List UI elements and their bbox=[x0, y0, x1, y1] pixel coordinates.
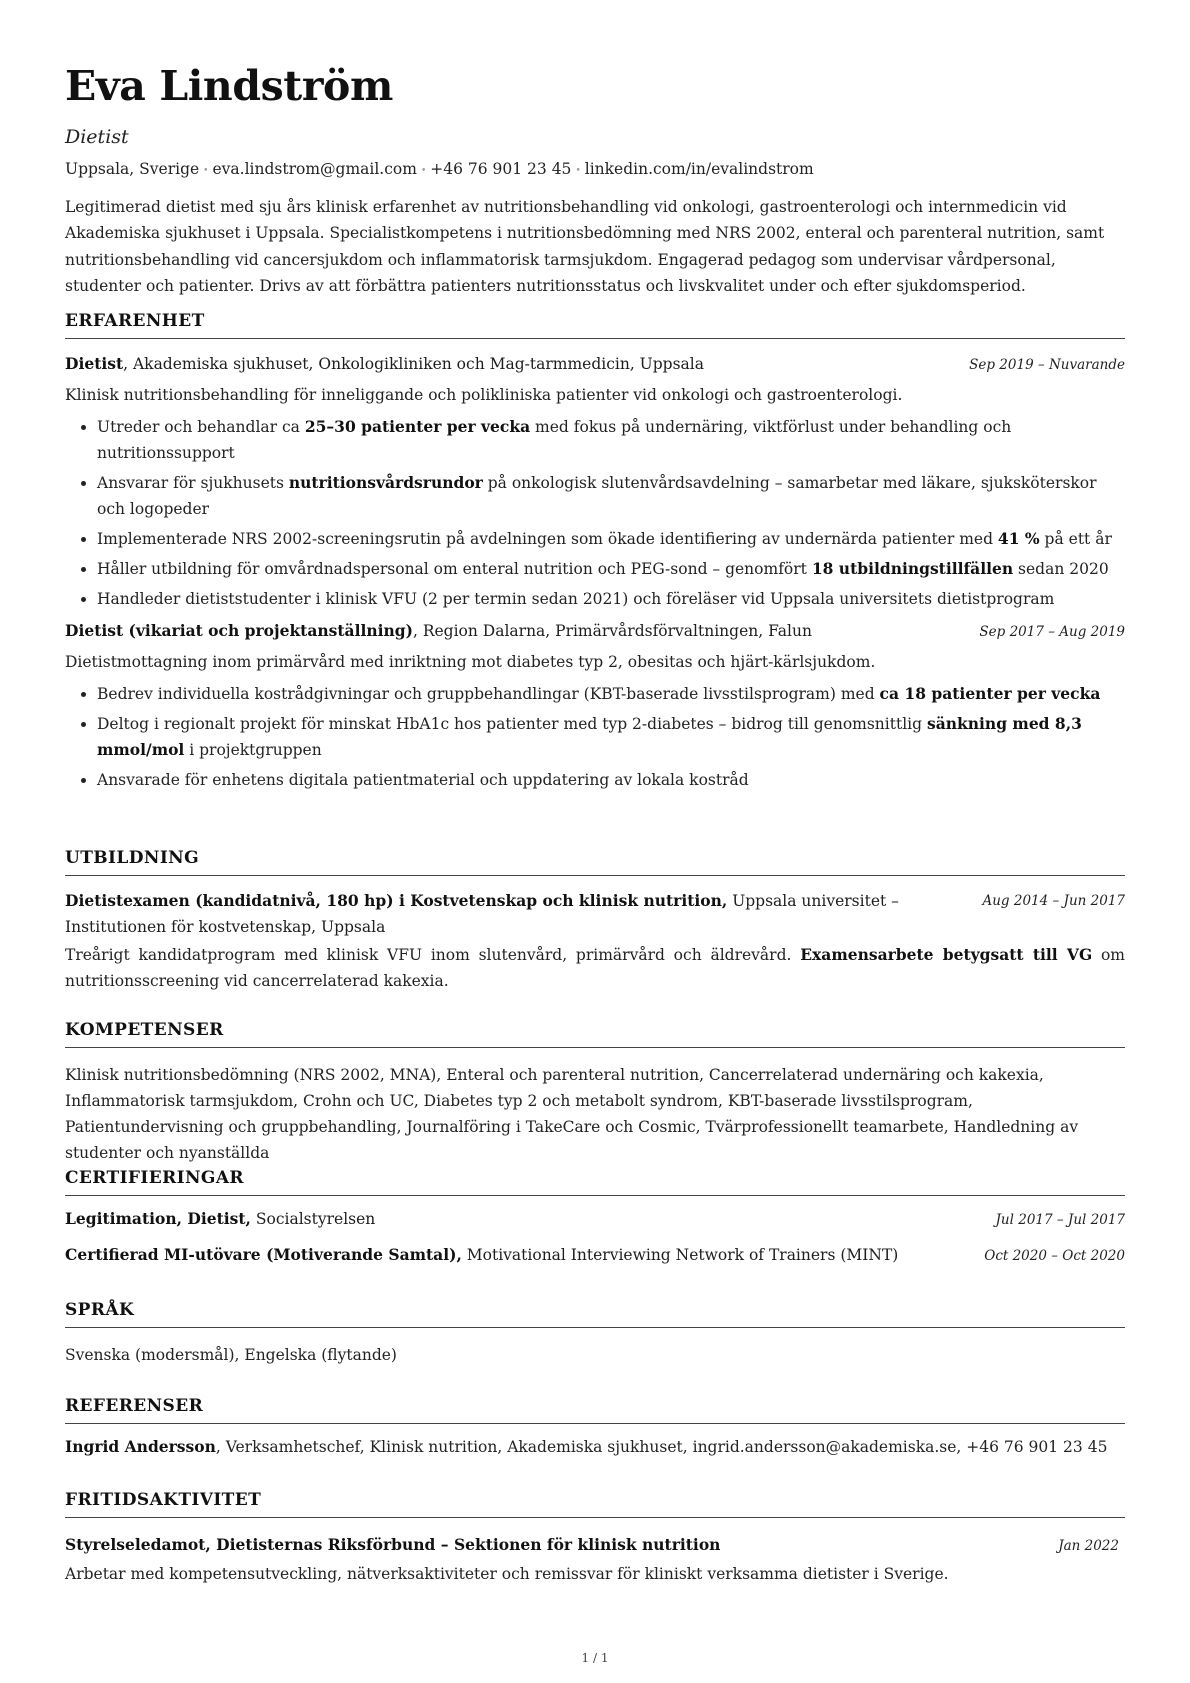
list-item: • Handleder dietiststudenter i klinisk VFU (2 per termin sedan 2021) och föreläser vid Uppsala universitets dietistprogram bbox=[97, 586, 1125, 612]
separator-dot: • bbox=[420, 166, 427, 176]
list-item: • Ansvarade för enhetens digitala patientmaterial och uppdatering av lokala kostråd bbox=[97, 767, 1125, 793]
job-role: Dietist (vikariat och projektanställning) bbox=[65, 621, 413, 640]
leisure-description: Arbetar med kompetensutveckling, nätverksaktiviteter och remissvar för kliniskt verksamma dietister i Sverige. bbox=[65, 1565, 949, 1583]
certification-title: Certifierad MI-utövare (Motiverande Samtal), bbox=[65, 1245, 462, 1264]
languages-section bbox=[65, 1300, 1125, 1368]
certification-dates: Oct 2020 – Oct 2020 bbox=[984, 1248, 1125, 1264]
list-item: • Implementerade NRS 2002-screeningsrutin på avdelningen som ökade identifiering av undernärda patienter med 41 % på ett år bbox=[97, 526, 1125, 552]
degree-name: Dietistexamen (kandidatnivå, 180 hp) i Kostvetenskap och klinisk nutrition, bbox=[65, 891, 728, 910]
reference-details: , Verksamhetschef, Klinisk nutrition, Akademiska sjukhuset, ingrid.andersson@akademiska.se, +46 76 901 23 45 bbox=[215, 1438, 1108, 1456]
job-entry bbox=[65, 351, 1125, 612]
profile-summary: Legitimerad dietist med sju års klinisk erfarenhet av nutritionsbehandling vid onkologi, gastroenterologi och internmedicin vid Akademiska sjukhuset i Uppsala. Specialistkompetens i nutritionsbedömning med NRS 2002, enteral och parenteral nutrition, samt nutritionsbehandling vid cancersjukdom och inflammatorisk tarmsjukdom. Engagerad pedagog som undervisar vårdpersonal, studenter och patienter. Drivs av att förbättra patienters nutritionsstatus och livskvalitet under och efter sjukdomsperiod. bbox=[65, 198, 1105, 295]
skills-section bbox=[65, 1020, 1125, 1166]
education-dates: Aug 2014 – Jun 2017 bbox=[982, 893, 1125, 909]
separator-dot: • bbox=[575, 166, 581, 176]
job-employer: , Akademiska sjukhuset, Onkologikliniken och Mag-tarmmedicin, Uppsala bbox=[123, 355, 704, 373]
school-name: Uppsala universitet – Institutionen för kostvetenskap, Uppsala bbox=[65, 892, 899, 936]
section-heading: ERFARENHET bbox=[65, 311, 1125, 339]
leisure-entry bbox=[65, 1532, 1125, 1559]
references-section bbox=[65, 1396, 1125, 1460]
leisure-section bbox=[65, 1490, 1125, 1587]
skills-list: Klinisk nutritionsbedömning (NRS 2002, MNA), Enteral och parenteral nutrition, Cancerrelaterad undernäring och kakexia, Inflammatorisk tarmsjukdom, Crohn och UC, Diabetes typ 2 och metabolt syndrom, KBT-baserade livsstilsprogram, Patientundervisning och gruppbehandling, Journalföring i TakeCare och Cosmic, Tvärprofessionellt teamarbete, Handledning av studenter och nyanställda bbox=[65, 1066, 1079, 1162]
job-header bbox=[65, 351, 1125, 378]
list-item: • Bedrev individuella kostrådgivningar och gruppbehandlingar (KBT-baserade livsstilsprogram) med ca 18 patienter per vecka bbox=[97, 681, 1125, 707]
section-heading: CERTIFIERINGAR bbox=[65, 1168, 1125, 1196]
job-description: Dietistmottagning inom primärvård med inriktning mot diabetes typ 2, obesitas och hjärt-kärlsjukdom. bbox=[65, 653, 876, 671]
reference-entry bbox=[65, 1434, 1125, 1460]
linkedin-link[interactable]: linkedin.com/in/evalindstrom bbox=[584, 160, 814, 178]
job-dates: Sep 2017 – Aug 2019 bbox=[979, 624, 1125, 640]
reference-name: Ingrid Andersson bbox=[65, 1437, 216, 1456]
phone-number[interactable]: +46 76 901 23 45 bbox=[430, 160, 572, 178]
certification-entry bbox=[65, 1242, 1125, 1269]
certification-issuer: Motivational Interviewing Network of Trainers (MINT) bbox=[461, 1246, 899, 1264]
list-item: • Deltog i regionalt projekt för minskat HbA1c hos patienter med typ 2-diabetes – bidrog till genomsnittlig sänkning med 8,3 mmol/mol i projektgruppen bbox=[97, 711, 1125, 763]
section-heading: FRITIDSAKTIVITET bbox=[65, 1490, 1125, 1518]
job-dates: Sep 2019 – Nuvarande bbox=[969, 357, 1125, 373]
job-title: Dietist bbox=[65, 126, 129, 148]
separator-dot: • bbox=[203, 166, 209, 176]
education-section bbox=[65, 848, 1125, 994]
leisure-title: Styrelseledamot, Dietisternas Riksförbund – Sektionen för klinisk nutrition bbox=[65, 1535, 721, 1554]
certification-entry bbox=[65, 1206, 1125, 1233]
education-header bbox=[65, 888, 1125, 940]
location: Uppsala, Sverige bbox=[65, 160, 200, 178]
education-description: Treårigt kandidatprogram med klinisk VFU inom slutenvård, primärvård och äldrevård. Examensarbete betygsatt till VG om nutritionsscreening vid cancerrelaterad kakexia. bbox=[65, 945, 1126, 990]
certification-dates: Jul 2017 – Jul 2017 bbox=[995, 1212, 1125, 1228]
section-heading: SPRÅK bbox=[65, 1300, 1125, 1328]
email-link[interactable]: eva.lindstrom@gmail.com bbox=[212, 160, 417, 178]
certification-issuer: Socialstyrelsen bbox=[250, 1210, 376, 1228]
achievement-list bbox=[65, 681, 1125, 793]
job-header bbox=[65, 618, 1125, 645]
section-heading: REFERENSER bbox=[65, 1396, 1125, 1424]
section-heading: UTBILDNING bbox=[65, 848, 1125, 876]
list-item: • Utreder och behandlar ca 25–30 patienter per vecka med fokus på undernäring, viktförlust under behandling och nutritionssupport bbox=[97, 414, 1125, 466]
section-heading: KOMPETENSER bbox=[65, 1020, 1125, 1048]
languages-list: Svenska (modersmål), Engelska (flytande) bbox=[65, 1346, 397, 1364]
list-item: • Håller utbildning för omvårdnadspersonal om enteral nutrition och PEG-sond – genomfört 18 utbildningstillfällen sedan 2020 bbox=[97, 556, 1125, 582]
contact-line bbox=[65, 160, 814, 178]
job-role: Dietist bbox=[65, 354, 124, 373]
job-entry bbox=[65, 618, 1125, 793]
experience-section bbox=[65, 311, 1125, 797]
certifications-section bbox=[65, 1168, 1125, 1269]
job-employer: , Region Dalarna, Primärvårdsförvaltningen, Falun bbox=[412, 622, 812, 640]
list-item: • Ansvarar för sjukhusets nutritionsvårdsrundor på onkologisk slutenvårdsavdelning – samarbetar med läkare, sjuksköterskor och logopeder bbox=[97, 470, 1125, 522]
candidate-name: Eva Lindström bbox=[65, 62, 393, 110]
certification-title: Legitimation, Dietist, bbox=[65, 1209, 251, 1228]
leisure-date: Jan 2022 bbox=[1058, 1538, 1119, 1554]
achievement-list bbox=[65, 414, 1125, 612]
job-description: Klinisk nutritionsbehandling för inneliggande och polikliniska patienter vid onkologi och gastroenterologi. bbox=[65, 386, 903, 404]
page-number: 1 / 1 bbox=[581, 1651, 609, 1665]
